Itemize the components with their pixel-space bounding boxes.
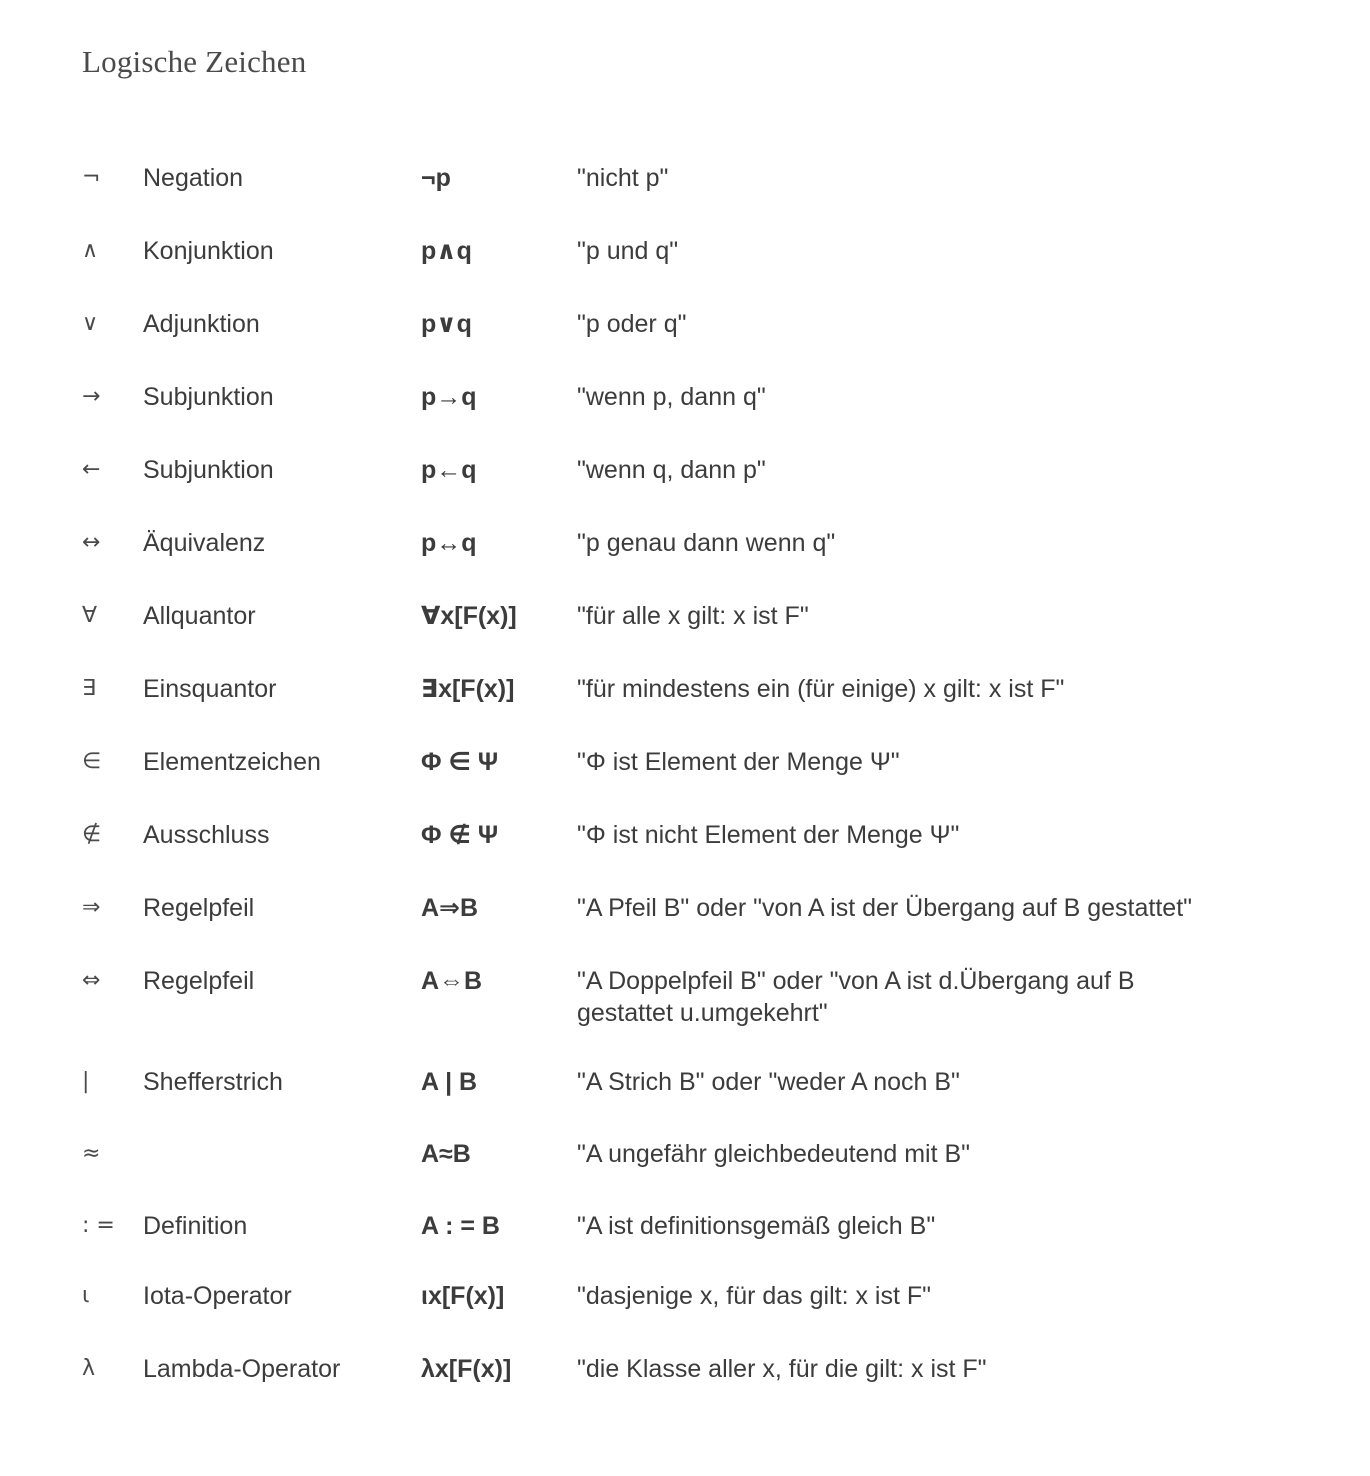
symbol-name: Allquantor: [143, 602, 256, 630]
symbol-reading: "A Doppelpfeil B" oder "von A ist d.Übergang auf B gestattet u.umgekehrt": [577, 967, 1135, 1027]
symbol-name: Iota-Operator: [143, 1282, 292, 1310]
symbol-reading: "für alle x gilt: x ist F": [577, 602, 809, 630]
symbol-name: Lambda-Operator: [143, 1355, 341, 1383]
symbol-name: Regelpfeil: [143, 894, 255, 922]
definition-icon: : =: [82, 1213, 115, 1238]
for-all-icon: ∀: [82, 603, 98, 628]
symbol-example: A : = B: [421, 1212, 500, 1240]
symbol-example: λx[F(x)]: [421, 1355, 512, 1383]
element-of-icon: ∈: [82, 749, 102, 774]
biconditional-arrow-icon: ↔: [82, 530, 101, 555]
symbol-reading: "p oder q": [577, 310, 687, 338]
symbol-name: Negation: [143, 164, 244, 192]
lambda-icon: λ: [82, 1356, 96, 1381]
symbol-name: Definition: [143, 1212, 248, 1240]
symbol-example: p↔q: [421, 529, 477, 557]
symbol-example: A⇒B: [421, 894, 479, 922]
approx-equal-icon: ≈: [82, 1141, 101, 1166]
symbol-reading: "für mindestens ein (für einige) x gilt: x ist F": [577, 675, 1065, 703]
symbol-example: A | B: [421, 1068, 478, 1096]
symbol-name: Regelpfeil: [143, 967, 255, 995]
symbol-example: ∀x[F(x)]: [421, 602, 517, 630]
symbol-reading: "p und q": [577, 237, 679, 265]
left-arrow-icon: ←: [82, 457, 101, 482]
negation-icon: ¬: [82, 165, 101, 190]
symbol-reading: "A ist definitionsgemäß gleich B": [577, 1212, 936, 1240]
symbol-reading: "p genau dann wenn q": [577, 529, 836, 557]
disjunction-icon: ∨: [82, 311, 99, 336]
symbol-example: Φ ∉ Ψ: [421, 821, 499, 849]
sheffer-stroke-icon: |: [82, 1069, 90, 1094]
symbol-example: p∧q: [421, 237, 472, 265]
not-element-of-icon: ∉: [82, 822, 102, 847]
double-right-arrow-icon: ⇒: [82, 895, 101, 920]
symbol-name: Adjunktion: [143, 310, 260, 338]
symbol-example: p→q: [421, 383, 477, 411]
symbol-reading: "Φ ist Element der Menge Ψ": [577, 748, 900, 776]
double-biconditional-arrow-icon: ⇔: [82, 968, 101, 993]
symbol-name: Einsquantor: [143, 675, 277, 703]
symbol-name: Äquivalenz: [143, 529, 266, 557]
symbol-reading: "A Pfeil B" oder "von A ist der Übergang auf B gestattet": [577, 894, 1193, 922]
symbol-reading: "wenn q, dann p": [577, 456, 766, 484]
right-arrow-icon: →: [82, 384, 101, 409]
symbol-example: A⇔B: [421, 967, 483, 995]
symbol-example: Φ ∈ Ψ: [421, 748, 499, 776]
symbol-reading: "A Strich B" oder "weder A noch B": [577, 1068, 960, 1096]
conjunction-icon: ∧: [82, 238, 99, 263]
iota-icon: ι: [82, 1283, 90, 1308]
page-title: Logische Zeichen: [82, 44, 307, 79]
symbol-reading: "nicht p": [577, 164, 669, 192]
symbol-example: p←q: [421, 456, 477, 484]
symbol-name: Konjunktion: [143, 237, 274, 265]
symbol-name: Ausschluss: [143, 821, 270, 849]
symbol-example: ¬p: [421, 164, 451, 192]
symbol-name: Elementzeichen: [143, 748, 321, 776]
symbol-example: ιx[F(x)]: [421, 1282, 505, 1310]
symbol-example: A≈B: [421, 1140, 471, 1168]
symbol-example: ∃x[F(x)]: [421, 675, 515, 703]
symbol-reading: "die Klasse aller x, für die gilt: x ist F": [577, 1355, 987, 1383]
symbol-name: Shefferstrich: [143, 1068, 283, 1096]
symbol-reading: "Φ ist nicht Element der Menge Ψ": [577, 821, 960, 849]
symbol-reading: "A ungefähr gleichbedeutend mit B": [577, 1140, 971, 1168]
symbol-reading: "dasjenige x, für das gilt: x ist F": [577, 1282, 932, 1310]
symbol-reading: "wenn p, dann q": [577, 383, 766, 411]
exists-icon: ∃: [82, 676, 96, 701]
symbol-name: Subjunktion: [143, 383, 274, 411]
symbol-example: p∨q: [421, 310, 472, 338]
symbol-name: Subjunktion: [143, 456, 274, 484]
